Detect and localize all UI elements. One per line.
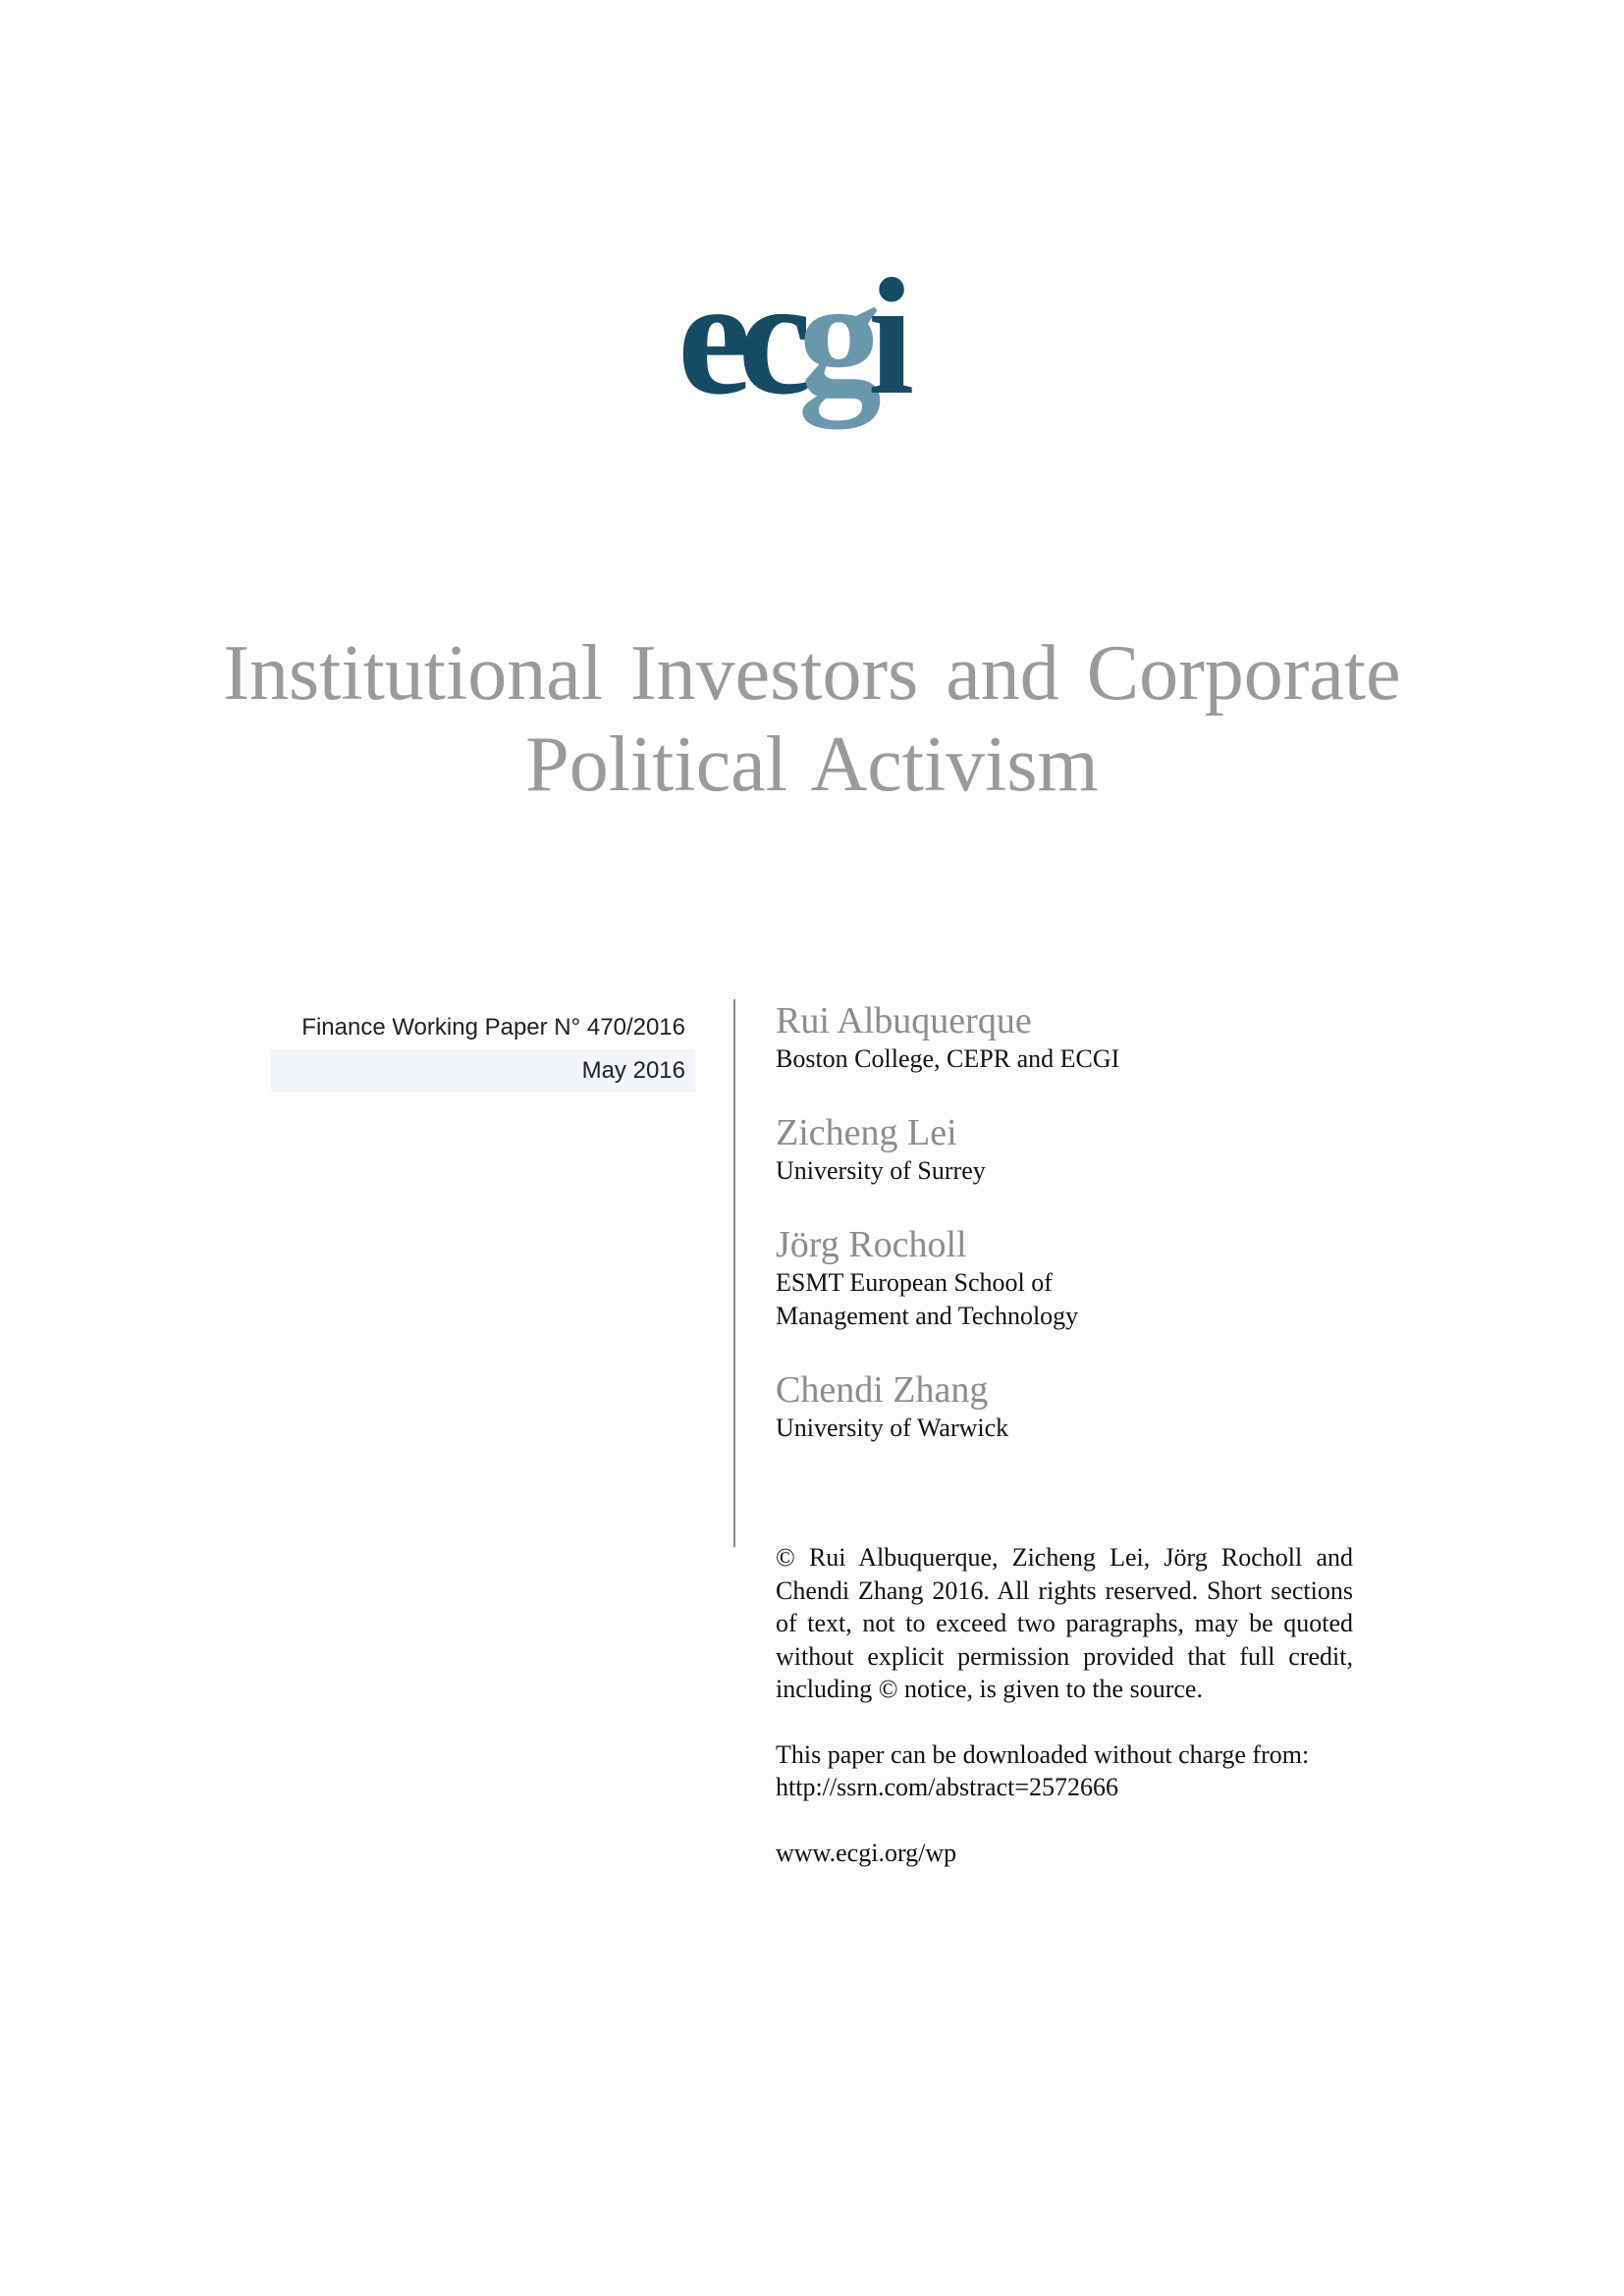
author-name: Zicheng Lei xyxy=(776,1112,957,1153)
paper-title-line-2: Political Activism xyxy=(525,721,1099,808)
ecgi-website-link[interactable]: www.ecgi.org/wp xyxy=(776,1838,957,1867)
ssrn-link[interactable]: http://ssrn.com/abstract=2572666 xyxy=(776,1773,1119,1801)
logo-letter-e: e xyxy=(677,244,738,429)
author-name: Chendi Zhang xyxy=(776,1369,989,1411)
copyright-notice: © Rui Albuquerque, Zicheng Lei, Jörg Rocholl and Chendi Zhang 2016. All rights reserved. Short sections of text, not to exceed two paragraphs, may be quoted without explicit permission provided that full credit, including © notice, is given to the source. xyxy=(776,1543,1353,1703)
logo-letter-c: c xyxy=(737,244,798,429)
publication-date: May 2016 xyxy=(271,1049,695,1093)
ecgi-logo xyxy=(677,244,952,429)
author-list xyxy=(776,999,1384,1480)
vertical-divider xyxy=(733,999,735,1547)
logo-letter-i: i xyxy=(867,244,901,429)
paper-title xyxy=(0,628,1624,811)
series-info xyxy=(271,1006,695,1093)
author-affiliation: ESMT European School of xyxy=(776,1268,1053,1297)
copyright-notice-block xyxy=(776,1541,1353,1901)
download-text: This paper can be downloaded without charge from: xyxy=(776,1739,1310,1769)
author-affiliation: Management and Technology xyxy=(776,1302,1079,1330)
website-info xyxy=(776,1837,1353,1870)
author-affiliation: University of Surrey xyxy=(776,1156,986,1185)
author-affiliation: University of Warwick xyxy=(776,1414,1009,1442)
paper-title-line-1: Institutional Investors and Corporate xyxy=(223,630,1401,717)
author-entry xyxy=(776,1368,1384,1445)
author-entry xyxy=(776,1111,1384,1188)
logo-letter-g: g xyxy=(797,244,868,429)
author-entry xyxy=(776,1223,1384,1333)
working-paper-number: Finance Working Paper N° 470/2016 xyxy=(301,1014,685,1041)
author-name: Rui Albuquerque xyxy=(776,1000,1032,1041)
author-name: Jörg Rocholl xyxy=(776,1224,967,1265)
download-info xyxy=(776,1738,1353,1804)
author-affiliation: Boston College, CEPR and ECGI xyxy=(776,1044,1120,1073)
author-entry xyxy=(776,999,1384,1076)
